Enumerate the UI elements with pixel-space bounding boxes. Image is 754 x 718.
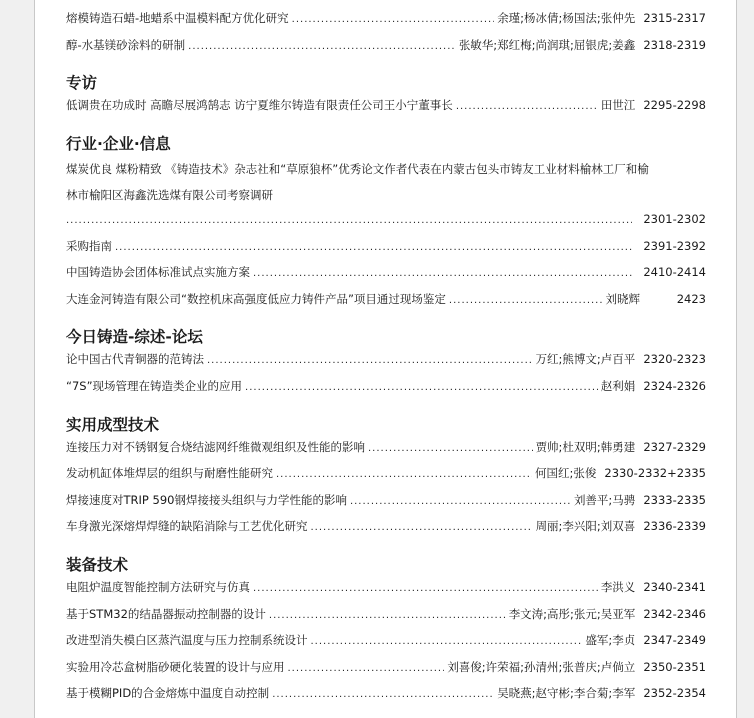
toc-entry[interactable] (66, 262, 706, 289)
section-heading: 行业·企业·信息 (66, 134, 171, 153)
entry-pages: 2340-2341 (643, 579, 706, 594)
entry-title: 大连金河铸造有限公司“数控机床高强度低应力铸件产品”项目通过现场鉴定 (66, 291, 446, 306)
toc-entry[interactable] (66, 490, 706, 517)
dot-leader (207, 351, 533, 371)
entry-title: 论中国古代青铜器的范铸法 (66, 352, 204, 367)
entry-pages: 2410-2414 (643, 265, 706, 280)
section-heading: 装备技术 (66, 555, 129, 574)
entry-title: 车身激光深熔焊焊缝的缺陷消除与工艺优化研究 (66, 519, 308, 534)
toc-entry[interactable] (66, 437, 706, 464)
toc-entry[interactable] (66, 289, 706, 316)
dot-leader (288, 659, 445, 679)
toc-entry[interactable] (66, 8, 706, 35)
toc-entry[interactable] (66, 376, 706, 403)
entry-pages: 2315-2317 (643, 11, 706, 25)
entry-title: 醇-水基镁砂涂料的研制 (66, 37, 186, 52)
entry-authors: 贾帅;杜双明;韩勇建 (535, 439, 636, 454)
dot-leader (253, 264, 632, 284)
table-of-contents (66, 8, 706, 710)
entry-leader-line (66, 209, 706, 236)
entry-title: 中国铸造协会团体标准试点实施方案 (66, 265, 250, 280)
entry-title: 电阻炉温度智能控制方法研究与仿真 (66, 579, 250, 594)
entry-pages: 2318-2319 (643, 37, 706, 52)
entry-authors: 周丽;李兴阳;刘双喜 (535, 519, 636, 534)
entry-pages: 2347-2349 (643, 633, 706, 648)
dot-leader (456, 97, 598, 117)
entry-pages: 2327-2329 (643, 439, 706, 454)
dot-leader (311, 518, 533, 538)
entry-pages: 2391-2392 (643, 238, 706, 253)
entry-pages: 2330-2332+2335 (604, 466, 706, 481)
entry-authors: 吴晓燕;赵守彬;李合菊;李军 (497, 686, 636, 701)
entry-authors: 张敏华;郑红梅;尚润琪;屈银虎;姜鑫 (458, 37, 636, 52)
entry-pages: 2342-2346 (643, 606, 706, 621)
section-heading: 实用成型技术 (66, 415, 160, 434)
entry-title: 基于STM32的结晶器振动控制器的设计 (66, 606, 266, 621)
toc-entry[interactable] (66, 683, 706, 710)
entry-pages: 2333-2335 (643, 492, 706, 507)
entry-authors: 刘喜俊;许荣福;孙清州;张普庆;卢倘立 (447, 659, 636, 674)
entry-title: 基于模糊PID的合金熔炼中温度自动控制 (66, 686, 270, 701)
entry-authors: 刘善平;马骋 (573, 492, 636, 507)
entry-authors: 盛军;李贞 (585, 633, 636, 648)
entry-title: 焊接速度对TRIP 590钢焊接接头组织与力学性能的影响 (66, 492, 347, 507)
dot-leader (292, 10, 495, 30)
entry-authors: 何国红;张俊 (535, 466, 597, 481)
entry-title: 连接压力对不锈钢复合烧结滤网纤维微观组织及性能的影响 (66, 439, 365, 454)
entry-title: 实验用冷芯盒树脂砂硬化装置的设计与应用 (66, 659, 285, 674)
dot-leader (311, 632, 583, 652)
dot-leader (245, 378, 598, 398)
entry-pages: 2336-2339 (643, 519, 706, 534)
dot-leader (269, 606, 506, 626)
toc-entry-multiline[interactable] (66, 156, 706, 236)
toc-entry[interactable] (66, 35, 706, 62)
entry-authors: 李洪义 (600, 579, 636, 594)
dot-leader (115, 238, 632, 258)
entry-title: 改进型消失模白区蒸汽温度与压力控制系统设计 (66, 633, 308, 648)
dot-leader (188, 37, 456, 57)
dot-leader (66, 211, 632, 231)
dot-leader (350, 492, 571, 512)
section-heading: 今日铸造-综述-论坛 (66, 328, 203, 347)
dot-leader (253, 579, 598, 599)
entry-pages: 2301-2302 (643, 211, 706, 226)
dot-leader (272, 685, 494, 705)
toc-entry[interactable] (66, 236, 706, 263)
toc-entry[interactable] (66, 657, 706, 684)
toc-entry[interactable] (66, 604, 706, 631)
toc-entry[interactable] (66, 630, 706, 657)
entry-title: 低调贵在功成时 高瞻尽展鸿鹄志 访宁夏维尔铸造有限责任公司王小宁董事长 (66, 98, 453, 113)
entry-authors: 万红;熊博文;卢百平 (535, 352, 636, 367)
entry-pages: 2320-2323 (643, 352, 706, 367)
entry-title: 采购指南 (66, 238, 112, 253)
entry-authors: 田世江 (600, 98, 636, 113)
entry-title: 熔模铸造石蜡-地蜡系中温模料配方优化研究 (66, 11, 289, 25)
entry-pages: 2352-2354 (643, 686, 706, 701)
dot-leader (368, 439, 533, 459)
entry-pages: 2350-2351 (643, 659, 706, 674)
toc-entry[interactable] (66, 516, 706, 543)
entry-title-line-2: 林市榆阳区海鑫洗选煤有限公司考察调研 (66, 188, 273, 203)
entry-title: 发动机缸体堆焊层的组织与耐磨性能研究 (66, 466, 273, 481)
entry-authors: 刘晓辉 (605, 291, 640, 306)
entry-pages: 2324-2326 (643, 378, 706, 393)
entry-pages: 2295-2298 (643, 98, 706, 113)
entry-pages: 2423 (676, 291, 706, 306)
toc-entry[interactable] (66, 463, 706, 490)
document-page (34, 0, 737, 718)
toc-entry[interactable] (66, 577, 706, 604)
entry-authors: 李文涛;高彤;张元;吴亚军 (508, 606, 636, 621)
entry-authors: 赵利娟 (600, 378, 636, 393)
entry-authors: 余瑾;杨冰倩;杨国法;张仲先 (497, 11, 636, 25)
dot-leader (276, 465, 532, 485)
toc-entry[interactable] (66, 95, 706, 122)
section-heading: 专访 (66, 74, 98, 93)
entry-title: “7S”现场管理在铸造类企业的应用 (66, 378, 243, 393)
entry-title-line-1: 煤炭优良 煤粉精致 《铸造技术》杂志社和“草原狼杯”优秀论文作者代表在内蒙古包头市铸友工业材料榆林工厂和榆 (66, 161, 649, 176)
toc-entry[interactable] (66, 349, 706, 376)
dot-leader (449, 291, 603, 311)
